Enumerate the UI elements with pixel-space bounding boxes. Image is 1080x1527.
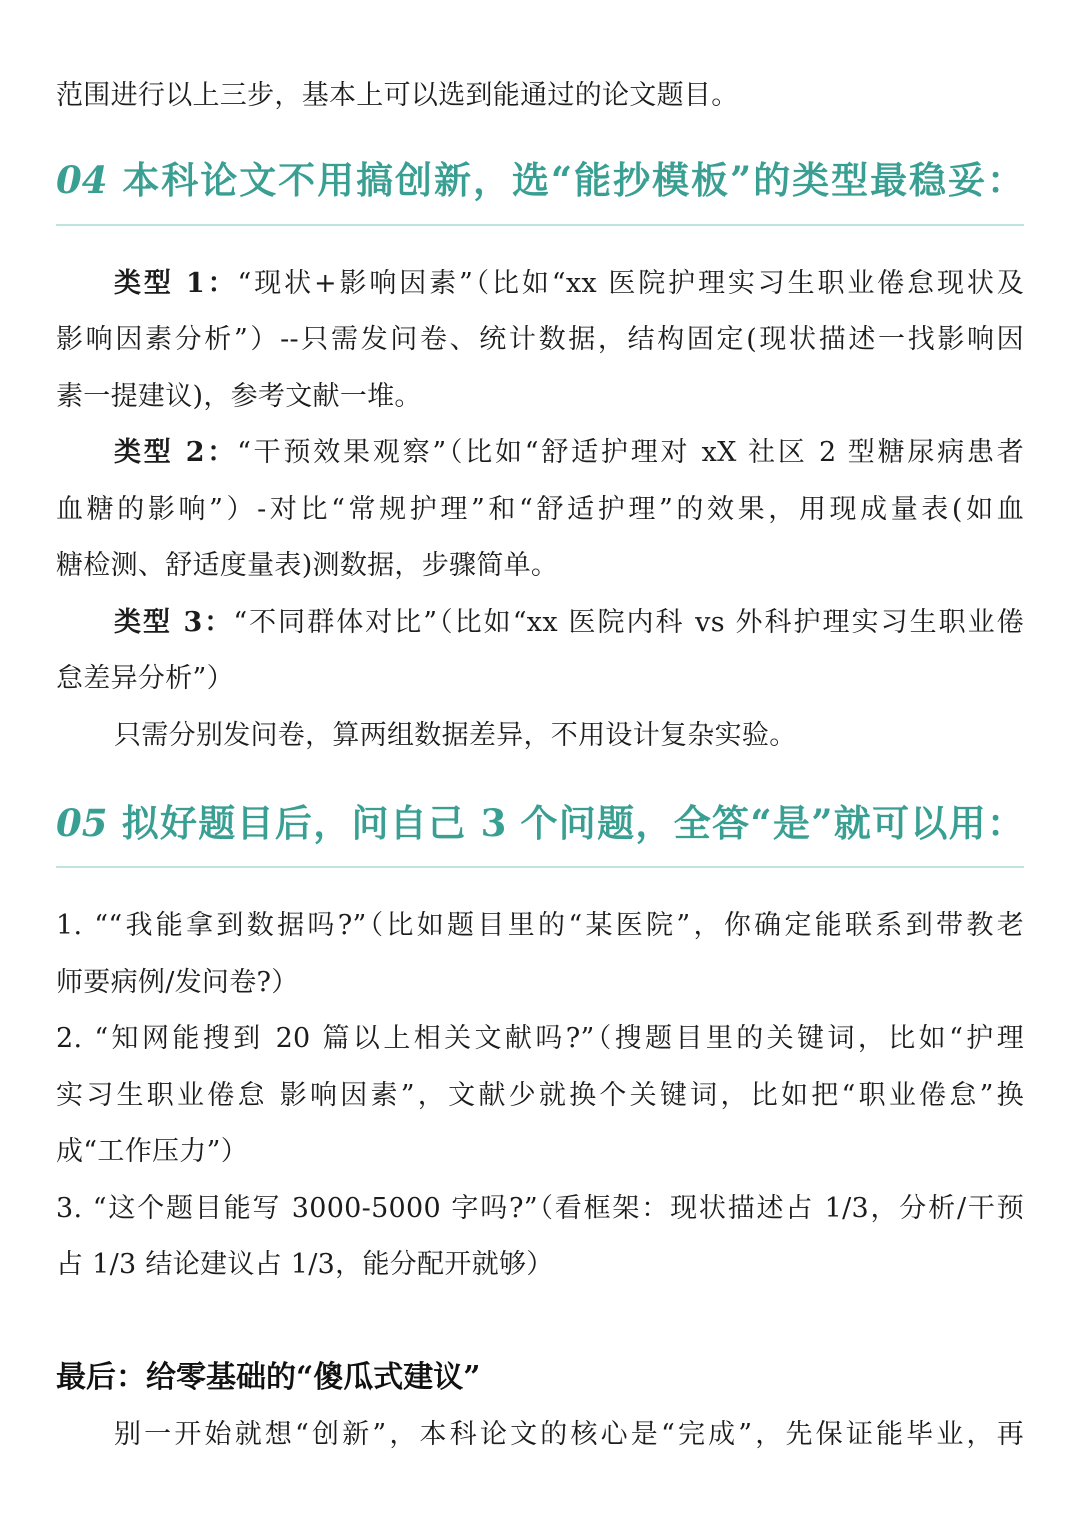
section-05-number: 05 bbox=[56, 801, 108, 845]
question-3-line-2: 占 1/3 结论建议占 1/3，能分配开就够） bbox=[56, 1249, 554, 1280]
type1-line-2: 影响因素分析”）--只需发问卷、统计数据，结构固定(现状描述一找影响因 bbox=[56, 324, 1024, 355]
type3-label: 类型 3： bbox=[114, 607, 234, 638]
type1-text: “现状+影响因素”（比如“xx 医院护理实习生职业倦怠现状及 bbox=[237, 268, 1024, 299]
question-3-line-1: 3. “这个题目能写 3000-5000 字吗?”（看框架：现状描述占 1/3，分析/干预 bbox=[56, 1193, 1024, 1224]
intro-paragraph: 范围进行以上三步，基本上可以选到能通过的论文题目。 bbox=[56, 80, 739, 111]
type2-text: “干预效果观察”（比如“舒适护理对 xX 社区 2 型糖尿病患者 bbox=[237, 437, 1025, 468]
section-05-divider bbox=[56, 866, 1024, 868]
type2-line-1 bbox=[56, 433, 1024, 473]
question-2-line-1: 2. “知网能搜到 20 篇以上相关文献吗?”（搜题目里的关键词，比如“护理 bbox=[56, 1023, 1024, 1054]
section-05-heading bbox=[56, 796, 1024, 850]
question-2-line-3: 成“工作压力”） bbox=[56, 1136, 249, 1167]
type3-line-1 bbox=[56, 603, 1024, 643]
type1-line-3: 素一提建议)，参考文献一堆。 bbox=[56, 381, 422, 412]
type3-line-3: 只需分别发问卷，算两组数据差异，不用设计复杂实验。 bbox=[114, 720, 797, 751]
section-04-divider bbox=[56, 224, 1024, 226]
type3-line-2: 怠差异分析”） bbox=[56, 663, 234, 694]
question-2-line-2: 实习生职业倦怠 影响因素”，文献少就换个关键词，比如把“职业倦怠”换 bbox=[56, 1080, 1024, 1111]
type2-line-3: 糖检测、舒适度量表)测数据，步骤简单。 bbox=[56, 550, 559, 581]
section-05-title: 拟好题目后，问自己 3 个问题，全答“是”就可以用： bbox=[121, 801, 1024, 845]
section-04-title: 本科论文不用搞创新，选“能抄模板”的类型最稳妥： bbox=[122, 158, 1024, 202]
final-paragraph-line-1: 别一开始就想“创新”，本科论文的核心是“完成”，先保证能毕业，再 bbox=[114, 1419, 1024, 1450]
type1-label: 类型 1： bbox=[114, 268, 238, 299]
section-04-heading bbox=[56, 153, 1024, 207]
type2-line-2: 血糖的影响”）-对比“常规护理”和“舒适护理”的效果，用现成量表(如血 bbox=[56, 494, 1024, 525]
type2-label: 类型 2： bbox=[114, 437, 238, 468]
type3-text: “不同群体对比”（比如“xx 医院内科 vs 外科护理实习生职业倦 bbox=[233, 607, 1024, 638]
question-1-line-1: 1. ““我能拿到数据吗?”（比如题目里的“某医院”，你确定能联系到带教老 bbox=[56, 910, 1024, 941]
final-heading: 最后：给零基础的“傻瓜式建议” bbox=[56, 1360, 481, 1395]
type1-line-1 bbox=[56, 264, 1024, 304]
section-04-number: 04 bbox=[56, 158, 108, 202]
question-1-line-2: 师要病例/发问卷?） bbox=[56, 967, 299, 998]
